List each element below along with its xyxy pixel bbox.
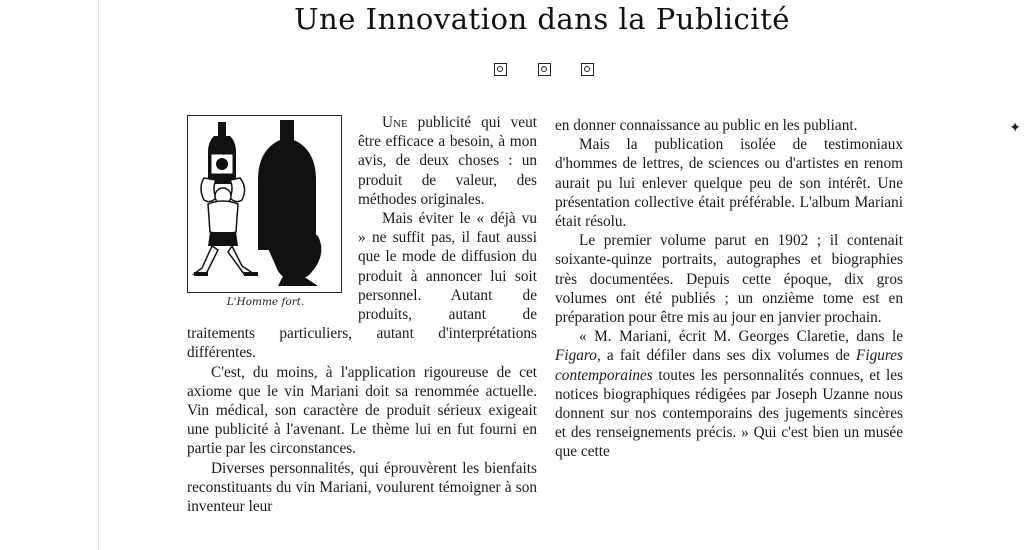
paragraph: Mais éviter le « déjà vu » ne suffit pas, il faut aussi que le mode de diffusion du produit à annoncer lui soit personnel. Autant de produits, autant de traitements particuliers, autant d'interprétations différentes.	[187, 210, 537, 362]
book-title: Figures contemporaines	[555, 347, 903, 384]
paragraph: Le premier volume parut en 1902 ; il contenait soixante-quinze portraits, autographes et biographies très documentées. Depuis cette époque, dix gros volumes ont été publiés ; un onzième tome est en préparation pour être mis au jour en janvier prochain.	[555, 232, 903, 327]
strongman-illustration	[187, 115, 342, 293]
title-ornaments	[494, 63, 594, 76]
spiral-square-ornament-icon	[538, 63, 551, 76]
paragraph-text: toutes les personnalités connues, et les notices biographiques rédigées par Joseph Uzanne nous donnent sur nos contemporains des jugements sincères et des renseignements précis. » Qui c'est bien un musée que cette	[555, 366, 903, 461]
margin-mark-icon: ✦	[1009, 120, 1021, 136]
illustration-figure	[187, 115, 344, 309]
text-column-right	[555, 116, 903, 462]
paragraph: Mais la publication isolée de testimoniaux d'hommes de lettres, de sciences ou d'artistes en renom aurait pu lui enlever quelque peu de son intérêt. Une présentation collective était préférable. L'album Mariani était résolu.	[555, 136, 903, 231]
figure-caption: L'Homme fort.	[226, 296, 305, 308]
paragraph: Diverses personnalités, qui éprouvèrent les bienfaits reconstituants du vin Mariani, voulurent témoigner à son inventeur leur	[187, 459, 537, 516]
lead-word: Une	[382, 114, 408, 131]
page-left-rule	[98, 0, 99, 550]
strongman-drawing-icon	[188, 116, 340, 291]
spiral-square-ornament-icon	[581, 63, 594, 76]
paragraph	[555, 327, 903, 461]
text-column-left	[187, 113, 537, 516]
paragraph: en donner connaissance au public en les publiant.	[555, 117, 858, 134]
paragraph-text: « M. Mariani, écrit M. Georges Claretie, dans le	[579, 328, 903, 346]
paragraph-text: , a fait défiler dans ses dix volumes de	[596, 347, 856, 365]
paragraph-text: publicité qui veut être efficace a besoin, à mon avis, de deux choses : un produit de valeur, des méthodes originales.	[358, 114, 537, 208]
article-title: Une Innovation dans la Publicité	[294, 2, 790, 36]
spiral-square-ornament-icon	[494, 63, 507, 76]
paragraph: C'est, du moins, à l'application rigoureuse de cet axiome que le vin Mariani doit sa renommée actuelle. Vin médical, son caractère de produit sérieux exigeait une publicité à l'avenant. Le thème lui en fut fourni en partie par les circonstances.	[187, 363, 537, 458]
newspaper-name: Figaro	[555, 347, 597, 365]
